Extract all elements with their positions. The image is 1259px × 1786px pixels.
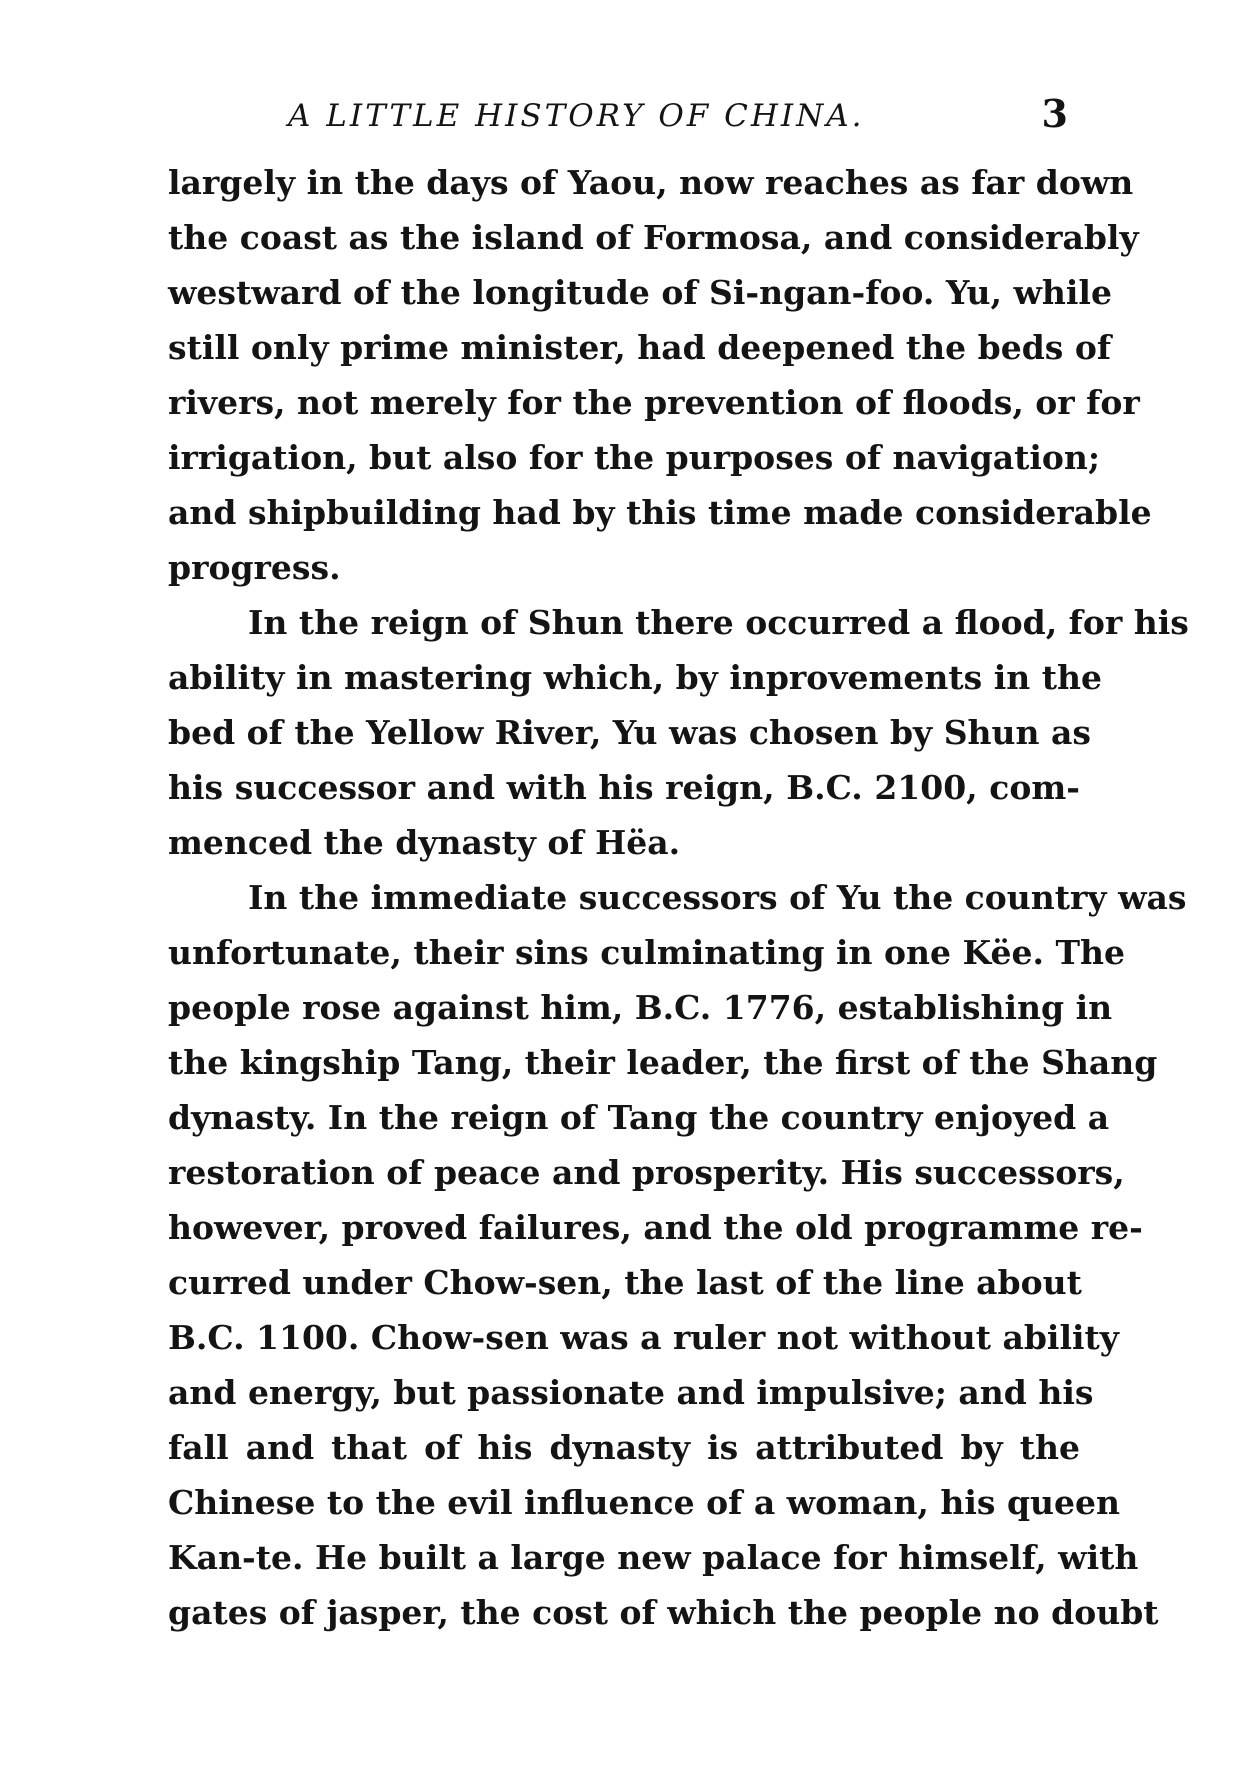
text-line: largely in the days of Yaou, now reaches as far down [168,163,1134,202]
text-line: restoration of peace and prosperity. His successors, [168,1153,1125,1192]
text-line: curred under Chow-sen, the last of the line about [168,1263,1082,1302]
text-line: In the immediate successors of Yu the country was [248,878,1187,917]
text-line: rivers, not merely for the prevention of floods, or for [168,383,1140,422]
text-line: and energy, but passionate and impulsive; and his [168,1373,1094,1412]
text-line: Chinese to the evil influence of a woman, his queen [168,1483,1121,1522]
paragraph-2 [168,595,1189,870]
body-text [168,155,1189,1640]
paragraph-3 [168,870,1187,1640]
text-line: irrigation, but also for the purposes of navigation; [168,438,1101,477]
text-line: and shipbuilding had by this time made considerable [168,493,1152,532]
text-line: B.C. 1100. Chow-sen was a ruler not without ability [168,1318,1119,1357]
text-line: still only prime minister, had deepened the beds of [168,328,1112,367]
text-line: In the reign of Shun there occurred a flood, for his [248,603,1189,642]
paragraph-1 [168,155,1152,595]
text-line: fall and that of his dynasty is attributed by the [168,1428,1080,1467]
running-title: A LITTLE HISTORY OF CHINA. [288,98,865,134]
text-line: the kingship Tang, their leader, the first of the Shang [168,1043,1158,1082]
text-line: progress. [168,548,341,587]
running-head [168,92,1086,142]
text-line: dynasty. In the reign of Tang the country enjoyed a [168,1098,1110,1137]
text-line: westward of the longitude of Si-ngan-foo. Yu, while [168,273,1112,312]
text-line: gates of jasper, the cost of which the people no doubt [168,1593,1159,1632]
text-line: the coast as the island of Formosa, and considerably [168,218,1139,257]
text-line: his successor and with his reign, B.C. 2100, com- [168,768,1080,807]
text-line: unfortunate, their sins culminating in one Këe. The [168,933,1125,972]
text-line: however, proved failures, and the old programme re- [168,1208,1143,1247]
page-number: 3 [1041,91,1068,136]
text-line: people rose against him, B.C. 1776, establishing in [168,988,1113,1027]
text-line: bed of the Yellow River, Yu was chosen by Shun as [168,713,1091,752]
text-line: menced the dynasty of Hëa. [168,823,681,862]
text-line: Kan-te. He built a large new palace for himself, with [168,1538,1139,1577]
text-line: ability in mastering which, by inprovements in the [168,658,1102,697]
